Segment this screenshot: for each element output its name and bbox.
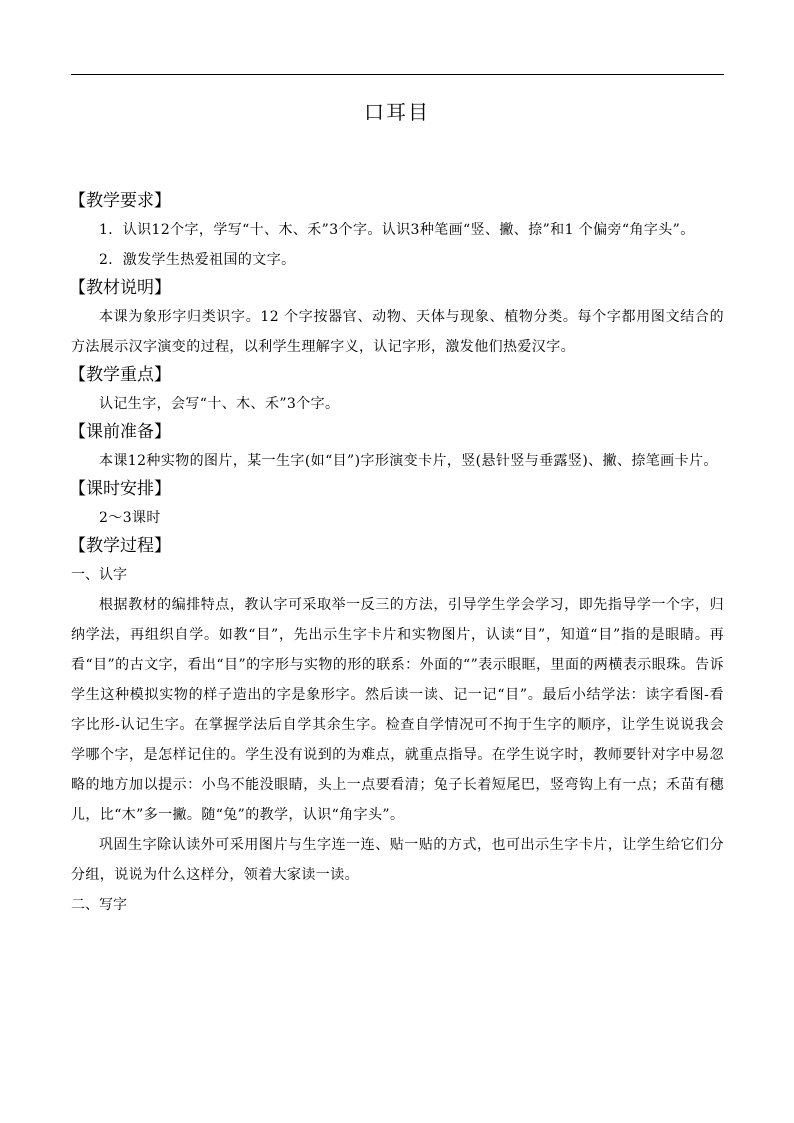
section-heading-requirements: 【教学要求】 [69, 191, 171, 211]
material-text: 本课为象形字归类识字。12 个字按器官、动物、天体与现象、植物分类。每个字都用图文结合的方法展示汉字演变的过程，以利学生理解字义，认记字形，激发他们热爱汉字。 [71, 309, 724, 355]
requirements-item-1: 1．认识12个字，学写“十、木、禾”3个字。认识3种笔画“竖、撇、捺”和1 个偏旁“角字头”。 [99, 222, 695, 238]
process-part2-title: 二、写字 [71, 897, 127, 913]
document-body [71, 188, 724, 920]
section-heading-focus: 【教学重点】 [69, 365, 171, 385]
requirements-item-2: 2．激发学生热爱祖国的文字。 [99, 252, 296, 268]
process-part1-title: 一、认字 [71, 567, 127, 583]
process-part1-paragraph-1: 根据教材的编排特点，教认字可采取举一反三的方法，引导学生学会学习，即先指导学一个字，归纳学法，再组织自学。如教“目”，先出示生字卡片和实物图片，认读“目”，知道“目”指的是眼睛。再看“目”的古文字，看出“目”的字形与实物的形的联系：外面的“”表示眼眶，里面的两横表示眼珠。告诉学生这种模拟实物的样子造出的字是象形字。然后读一读、记一记“目”。最后小结学法：读字看图-看字比形-认记生字。在掌握学法后自学其余生字。检查自学情况可不拘于生字的顺序，让学生说说我会学哪个字，是怎样记住的。学生没有说到的为难点，就重点指导。在学生说字时，教师要针对字中易忽略的地方加以提示：小鸟不能没眼睛，头上一点要看清；兔子长着短尾巴，竖弯钩上有一点；禾苗有穗儿，比“木”多一撇。随“兔”的教学，认识“角字头”。 [71, 597, 724, 823]
header-rule [71, 74, 724, 75]
schedule-text: 2～3课时 [99, 510, 161, 526]
page-title: 口耳目 [364, 100, 430, 124]
section-heading-material: 【教材说明】 [69, 278, 171, 298]
process-part1-paragraph-2: 巩固生字除认读外可采用图片与生字连一连、贴一贴的方式，也可出示生字卡片，让学生给它们分分组，说说为什么这样分，领着大家读一读。 [71, 837, 724, 883]
section-heading-schedule: 【课时安排】 [69, 479, 171, 499]
focus-text: 认记生字，会写“十、木、禾”3个字。 [99, 396, 340, 412]
preparation-text: 本课12种实物的图片，某一生字(如“目”)字形演变卡片，竖(悬针竖与垂露竖)、撇、捺笔画卡片。 [99, 453, 718, 469]
section-heading-process: 【教学过程】 [69, 536, 171, 556]
section-heading-preparation: 【课前准备】 [69, 422, 171, 442]
